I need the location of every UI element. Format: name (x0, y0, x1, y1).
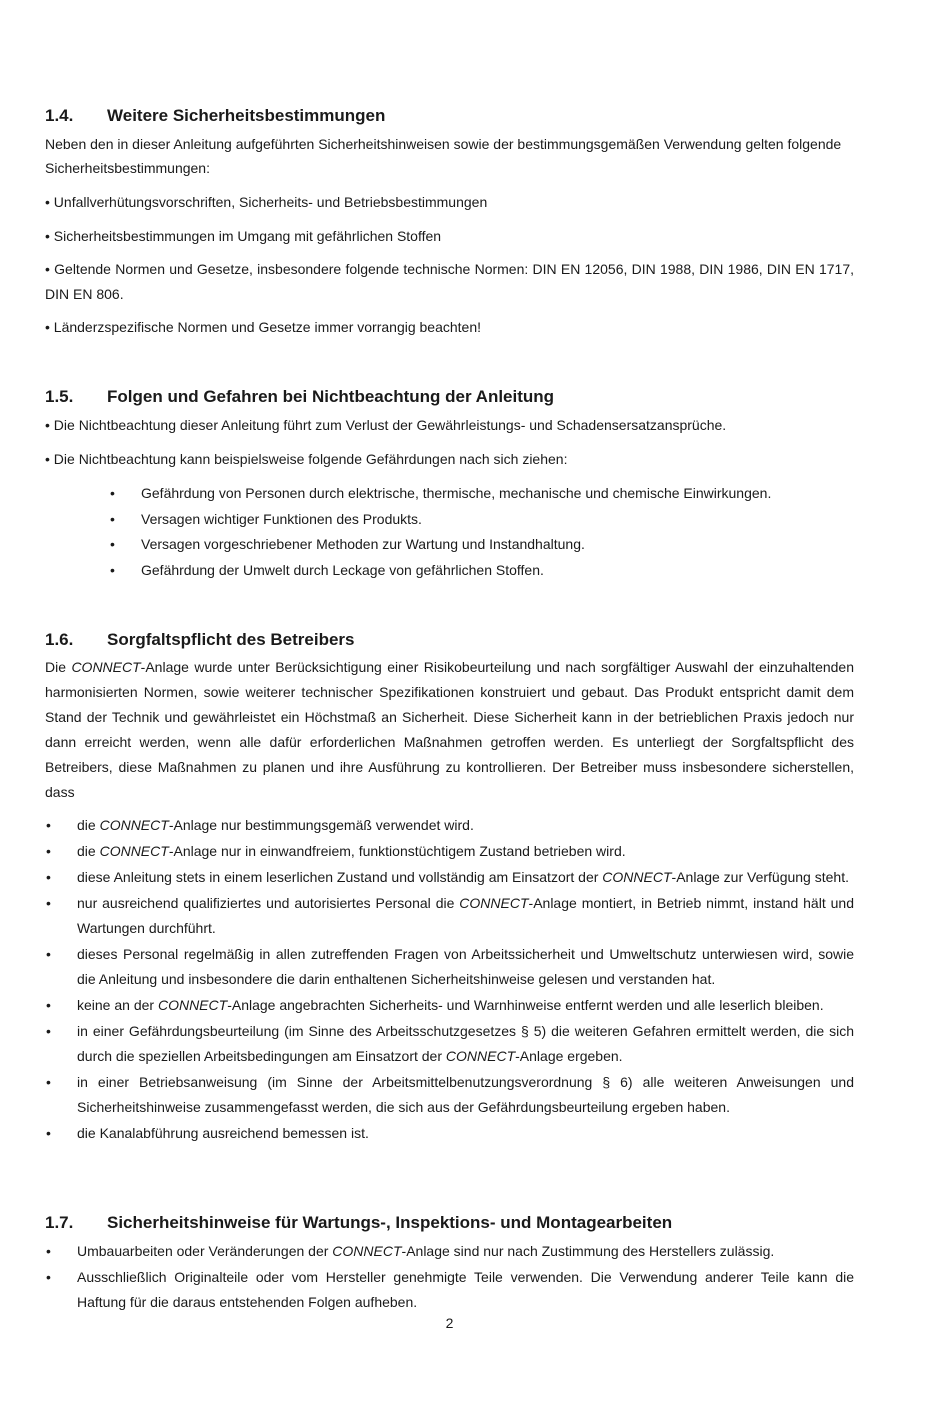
list-item: • in einer Betriebsanweisung (im Sinne der Arbeitsmittelbenutzungsverordnung § 6) alle weiteren Anweisungen und Sicherheitshinweise zusammengefasst werden, die sich aus der Gefährdungsbeurteilung ergeben haben. (45, 1070, 854, 1120)
list-item: • nur ausreichend qualifiziertes und autorisiertes Personal die CONNECT-Anlage montiert, in Betrieb nimmt, instand hält und Wartungen durchführt. (45, 891, 854, 941)
list-item: • Ausschließlich Originalteile oder vom Hersteller genehmigte Teile verwenden. Die Verwendung anderer Teile kann die Haftung für die daraus entstehenden Folgen aufheben. (45, 1265, 854, 1315)
maintenance-list (45, 1239, 854, 1316)
list-item: • Gefährdung der Umwelt durch Leckage von gefährlichen Stoffen. (45, 558, 854, 584)
list-item: • die Kanalabführung ausreichend bemessen ist. (45, 1121, 854, 1146)
list-item: • Die Nichtbeachtung dieser Anleitung führt zum Verlust der Gewährleistungs- und Schadensersatzansprüche. (45, 417, 727, 433)
section-1-6-paragraph: Die CONNECT-Anlage wurde unter Berücksichtigung einer Risikobeurteilung und nach sorgfältiger Auswahl der einzuhaltenden harmonisierten Normen, sowie weiterer technischer Spezifikationen konstruiert und gebaut. Das Produkt entspricht damit dem Stand der Technik und gewährleistet ein Höchstmaß an Sicherheit. Diese Sicherheit kann in der betrieblichen Praxis jedoch nur dann erreicht werden, wenn alle dafür erforderlichen Maßnahmen getroffen werden. Es unterliegt der Sorgfaltspflicht des Betreibers, diese Maßnahmen zu planen und ihre Ausführung zu kontrollieren. Der Betreiber muss insbesondere sicherstellen, dass (45, 659, 854, 800)
list-item: • die CONNECT-Anlage nur in einwandfreiem, funktionstüchtigem Zustand betrieben wird. (45, 839, 854, 864)
list-item: • Geltende Normen und Gesetze, insbesondere folgende technische Normen: DIN EN 12056, DIN 1988, DIN 1986, DIN EN 1717, DIN EN 806. (45, 261, 854, 302)
list-item: • Versagen wichtiger Funktionen des Produkts. (45, 507, 854, 533)
section-1-4-intro: Neben den in dieser Anleitung aufgeführten Sicherheitshinweisen sowie der bestimmungsgemäßen Verwendung gelten folgende Sicherheitsbestimmungen: (45, 136, 842, 176)
section-heading-1-5: 1.5. Folgen und Gefahren bei Nichtbeachtung der Anleitung (45, 387, 555, 406)
section-heading-1-7: 1.7. Sicherheitshinweise für Wartungs-, Inspektions- und Montagearbeiten (45, 1213, 673, 1232)
list-item: • die CONNECT-Anlage nur bestimmungsgemäß verwendet wird. (45, 813, 854, 838)
list-item: • Umbauarbeiten oder Veränderungen der CONNECT-Anlage sind nur nach Zustimmung des Herstellers zulässig. (45, 1239, 854, 1264)
operator-duties-list (45, 813, 854, 1147)
list-item: • in einer Gefährdungsbeurteilung (im Sinne des Arbeitsschutzgesetzes § 5) die weiteren Gefahren ermittelt werden, die sich durch die speziellen Arbeitsbedingungen am Einsatzort der CONNECT-Anlage ergeben. (45, 1019, 854, 1069)
list-item: • dieses Personal regelmäßig in allen zutreffenden Fragen von Arbeitssicherheit und Umweltschutz unterwiesen wird, sowie die Anleitung und insbesondere die darin enthaltenen Sicherheitshinweise gelesen und verstanden hat. (45, 942, 854, 992)
hazard-list (45, 481, 854, 584)
section-heading-1-4: 1.4. Weitere Sicherheitsbestimmungen (45, 106, 386, 125)
list-item: • Sicherheitsbestimmungen im Umgang mit gefährlichen Stoffen (45, 228, 442, 244)
list-item: • Die Nichtbeachtung kann beispielsweise folgende Gefährdungen nach sich ziehen: (45, 451, 568, 467)
list-item: • keine an der CONNECT-Anlage angebrachten Sicherheits- und Warnhinweise entfernt werden und alle leserlich bleiben. (45, 993, 854, 1018)
list-item: • diese Anleitung stets in einem leserlichen Zustand und vollständig am Einsatzort der CONNECT-Anlage zur Verfügung steht. (45, 865, 854, 890)
list-item: • Länderzspezifische Normen und Gesetze immer vorrangig beachten! (45, 319, 482, 335)
list-item: • Gefährdung von Personen durch elektrische, thermische, mechanische und chemische Einwirkungen. (45, 481, 854, 507)
section-heading-1-6: 1.6. Sorgfaltspflicht des Betreibers (45, 630, 355, 649)
list-item: • Unfallverhütungsvorschriften, Sicherheits- und Betriebsbestimmungen (45, 194, 488, 210)
list-item: • Versagen vorgeschriebener Methoden zur Wartung und Instandhaltung. (45, 532, 854, 558)
page-number: 2 (445, 1315, 454, 1331)
